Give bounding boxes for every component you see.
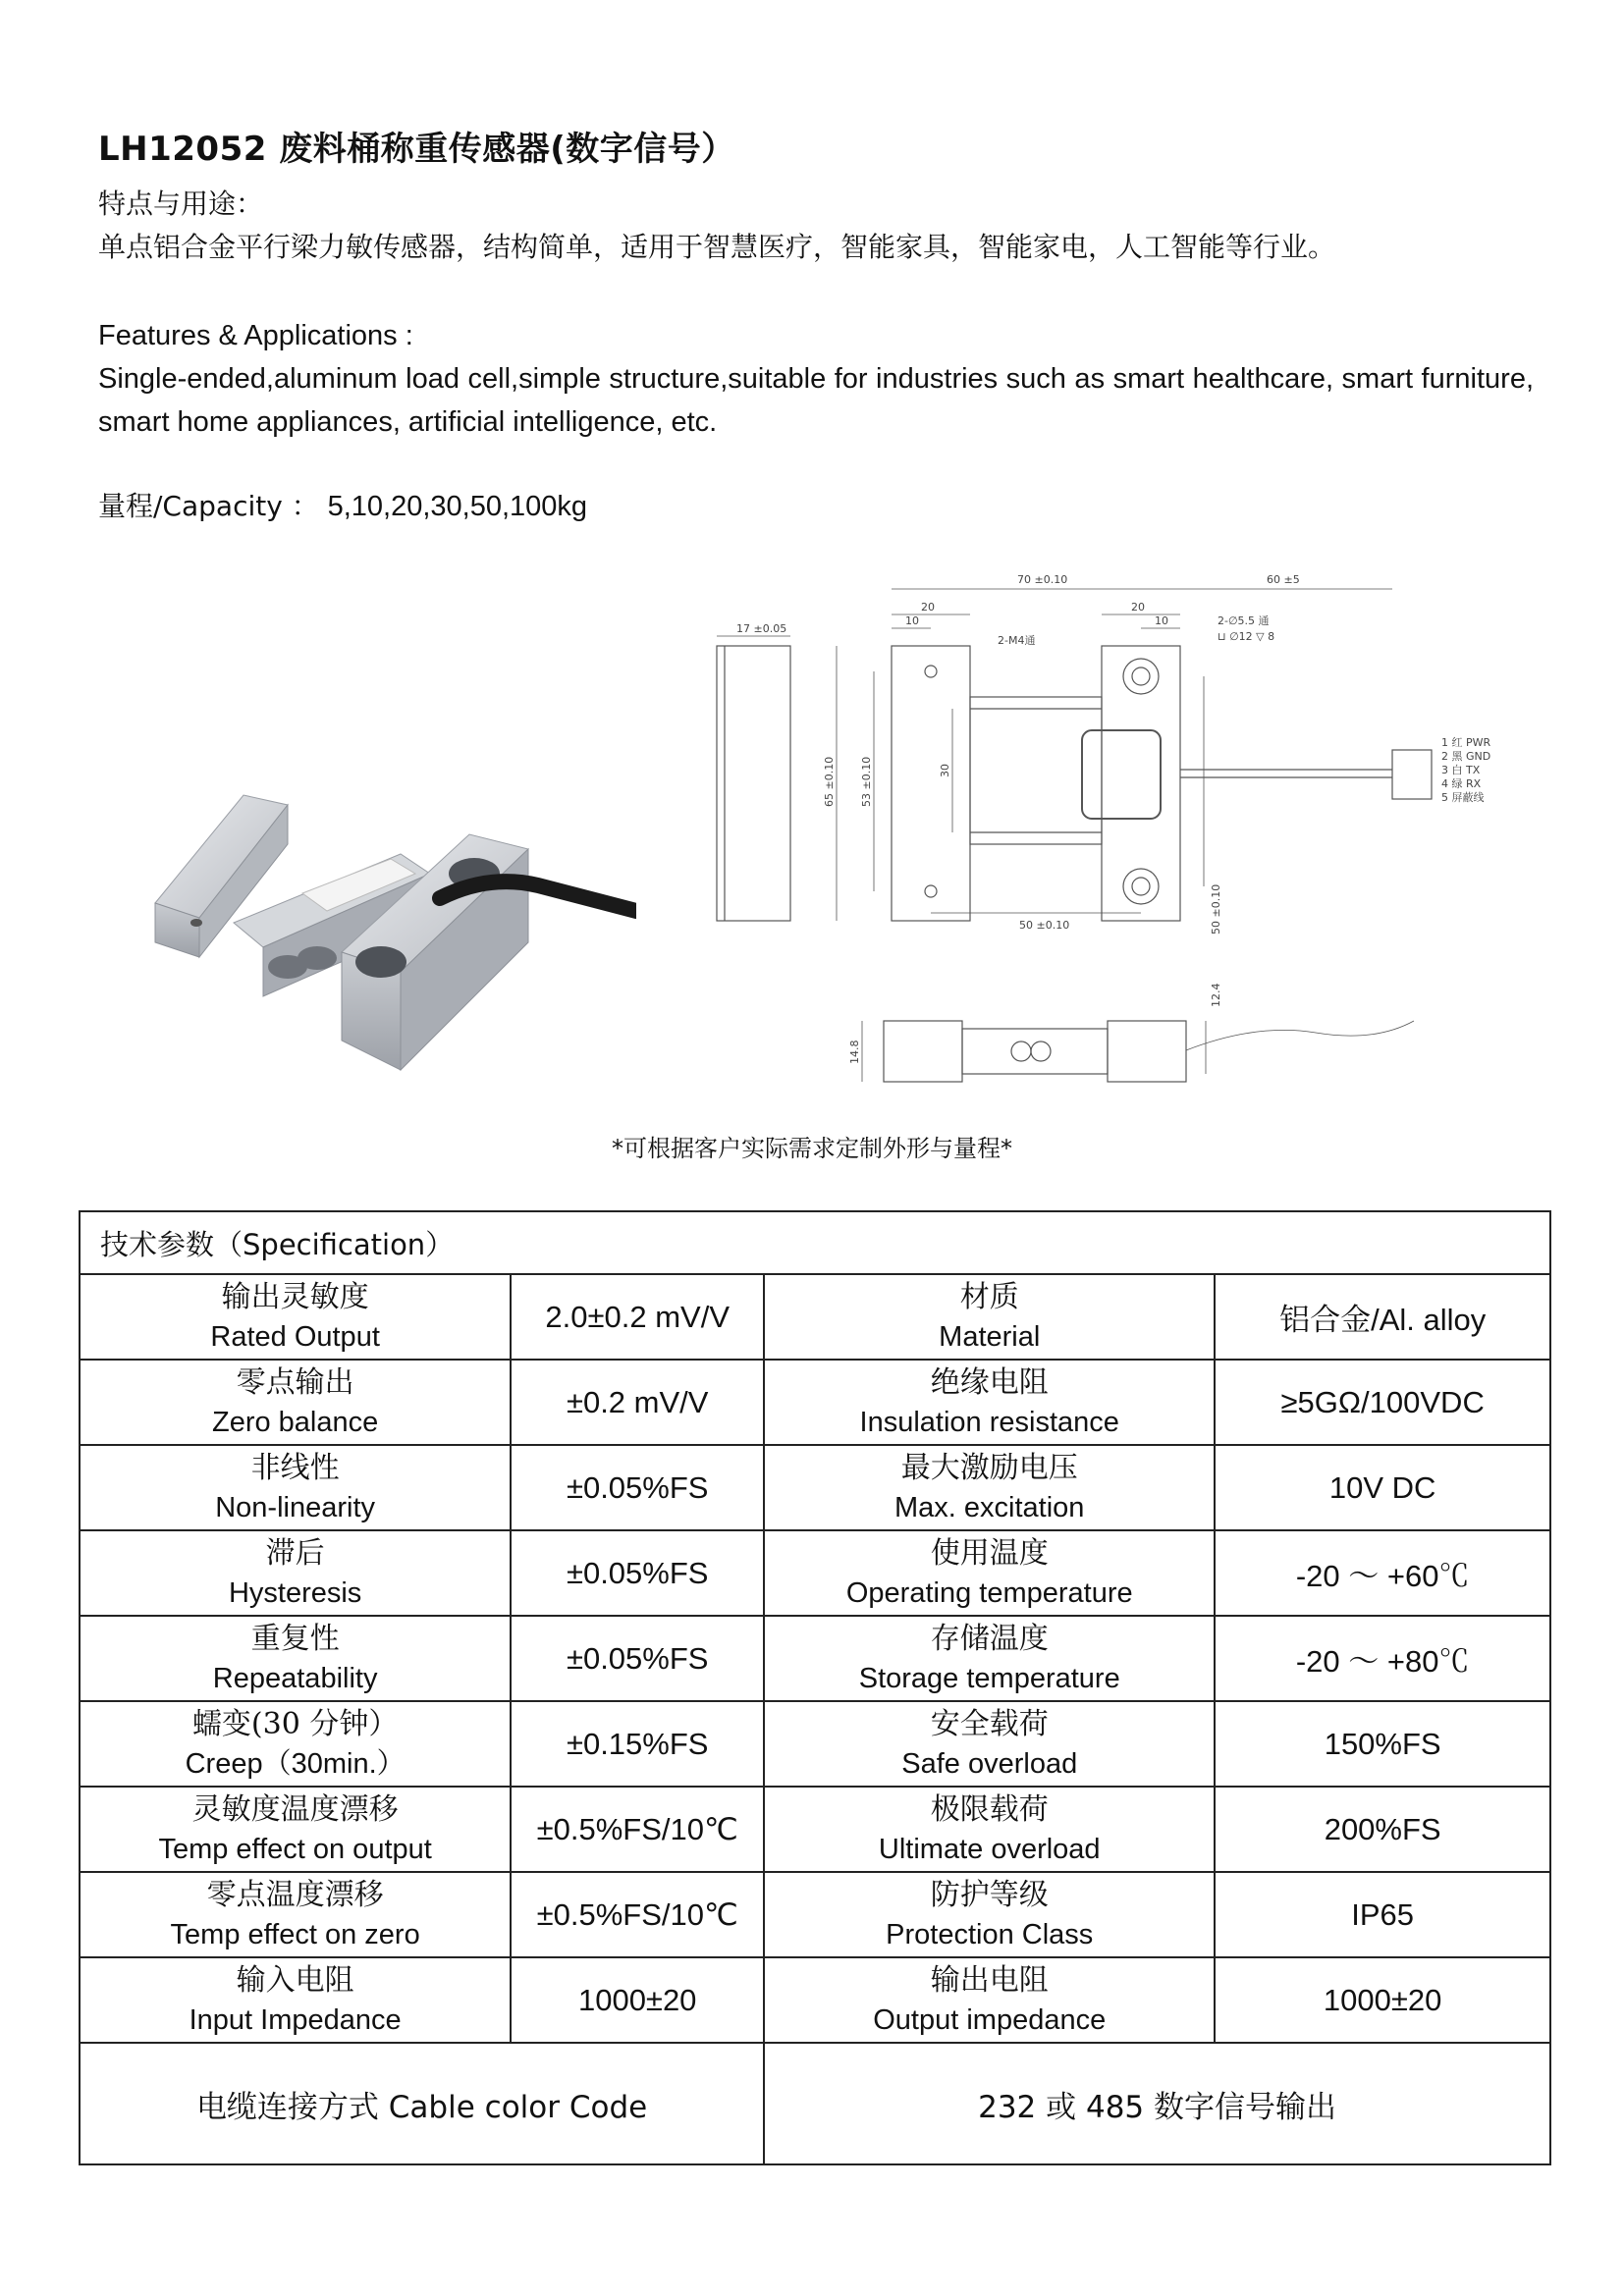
spec-row [80, 1616, 1550, 1701]
wire-5-label: 屏蔽线 [1451, 791, 1485, 804]
capacity-line [98, 485, 587, 528]
spec-right-label-zh: 输出电阻 [930, 1962, 1049, 1998]
spec-right-label-en: Insulation resistance [859, 1406, 1119, 1438]
wire-3-label: 白 TX [1451, 764, 1481, 776]
svg-text:53 ±0.10 [860, 757, 873, 807]
spec-left-label [80, 1445, 511, 1530]
svg-text:17 ±0.05 [736, 622, 786, 635]
spec-left-value: ±0.05%FS [511, 1445, 764, 1530]
cable-row [80, 2043, 1550, 2164]
tol-65: ±0.10 [823, 756, 836, 790]
spec-left-value: 2.0±0.2 mV/V [511, 1274, 764, 1360]
spec-body [80, 1274, 1550, 2043]
m4-label: 2-M4通 [998, 634, 1036, 647]
customization-note: *可根据客户实际需求定制外形与量程* [612, 1135, 1012, 1162]
dim-70: 70 [1017, 573, 1031, 586]
spec-left-label-en: Temp effect on zero [170, 1918, 420, 1950]
svg-text:1 红 PWR [1441, 736, 1491, 749]
wire-2-num: 2 [1441, 750, 1448, 763]
tol-50v: ±0.10 [1210, 883, 1222, 918]
spec-row [80, 1787, 1550, 1872]
spec-right-label-zh: 使用温度 [930, 1535, 1049, 1571]
wire-2-label: 黑 GND [1451, 750, 1491, 763]
spec-right-value: -20 ～ +80℃ [1215, 1616, 1550, 1701]
spec-left-label [80, 1274, 511, 1360]
spec-right-label-en: Storage temperature [858, 1662, 1120, 1694]
wire-4-label: 绿 RX [1451, 777, 1482, 790]
spec-left-label-zh: 零点输出 [236, 1364, 354, 1400]
spec-row [80, 1957, 1550, 2043]
spec-left-value: 1000±20 [511, 1957, 764, 2043]
product-photo [116, 775, 636, 1099]
spec-left-value: ±0.5%FS/10℃ [511, 1787, 764, 1872]
spec-left-label-en: Input Impedance [189, 2003, 402, 2036]
spec-right-label [764, 1787, 1215, 1872]
spec-row [80, 1274, 1550, 1360]
wire-4-num: 4 [1441, 777, 1448, 790]
spec-right-label-en: Material [939, 1320, 1041, 1353]
spec-right-label-zh: 绝缘电阻 [930, 1364, 1049, 1400]
spec-right-value: 1000±20 [1215, 1957, 1550, 2043]
spec-left-label-zh: 非线性 [250, 1450, 340, 1485]
spec-right-value: 10V DC [1215, 1445, 1550, 1530]
spec-right-label-en: Ultimate overload [878, 1833, 1101, 1865]
spec-left-value: ±0.15%FS [511, 1701, 764, 1787]
spec-right-label-zh: 存储温度 [930, 1621, 1049, 1656]
spec-left-label-en: Creep（30min.） [185, 1747, 406, 1780]
spec-left-label-en: Hysteresis [228, 1576, 362, 1609]
spec-left-value: ±0.2 mV/V [511, 1360, 764, 1445]
spec-right-value: -20 ～ +60℃ [1215, 1530, 1550, 1616]
svg-text:60 ±5 [1267, 573, 1300, 586]
spec-right-label-zh: 最大激励电压 [900, 1450, 1078, 1485]
spec-left-label-zh: 蠕变(30 分钟） [191, 1706, 399, 1741]
tol-70: ±0.10 [1034, 573, 1068, 586]
features-zh-text: 单点铝合金平行梁力敏传感器，结构简单，适用于智慧医疗，智能家具，智能家电，人工智能等行业。 [98, 231, 1336, 263]
page-title: LH12052 废料桶称重传感器(数字信号） [98, 130, 735, 169]
spec-right-label [764, 1274, 1215, 1360]
spec-row [80, 1445, 1550, 1530]
spec-right-value: 150%FS [1215, 1701, 1550, 1787]
svg-text:50 ±0.10 [1210, 884, 1222, 934]
hole-label-2: ⊔ ∅12 ▽ 8 [1218, 630, 1275, 643]
spec-left-label [80, 1957, 511, 2043]
spec-left-label [80, 1616, 511, 1701]
spec-right-label-en: Protection Class [886, 1918, 1094, 1950]
spec-left-label-zh: 输入电阻 [236, 1962, 354, 1998]
capacity-value: 5,10,20,30,50,100kg [327, 491, 588, 522]
spec-right-value: 铝合金/Al. alloy [1215, 1274, 1550, 1360]
dim-60: 60 [1267, 573, 1280, 586]
tol-50h: ±0.10 [1036, 919, 1070, 932]
tol-60: ±5 [1283, 573, 1300, 586]
spec-right-label [764, 1445, 1215, 1530]
spec-right-label [764, 1957, 1215, 2043]
spec-right-label [764, 1360, 1215, 1445]
spec-left-label-en: Repeatability [212, 1662, 378, 1694]
spec-right-label-en: Output impedance [873, 2003, 1107, 2036]
svg-text:65 ±0.10 [823, 757, 836, 807]
spec-left-value: ±0.05%FS [511, 1530, 764, 1616]
spec-left-label-zh: 重复性 [250, 1621, 340, 1656]
spec-row [80, 1701, 1550, 1787]
spec-right-label-en: Operating temperature [845, 1576, 1133, 1609]
spec-right-value: ≥5GΩ/100VDC [1215, 1360, 1550, 1445]
spec-right-label [764, 1872, 1215, 1957]
spec-left-label-zh: 滞后 [265, 1535, 325, 1571]
spec-right-label-en: Max. excitation [894, 1491, 1085, 1523]
dim-10b: 10 [1155, 614, 1168, 627]
svg-text:50 ±0.10 [1019, 919, 1069, 932]
spec-right-label-en: Safe overload [901, 1747, 1078, 1780]
spec-left-value: ±0.05%FS [511, 1616, 764, 1701]
svg-text:3 白 TX [1441, 764, 1481, 776]
spec-right-label [764, 1530, 1215, 1616]
dim-50v: 50 [1210, 921, 1222, 934]
spec-table [79, 1210, 1551, 2165]
technical-drawing [707, 561, 1561, 1111]
spec-left-label-zh: 零点温度漂移 [206, 1877, 384, 1912]
wire-5-num: 5 [1441, 791, 1448, 804]
capacity-label: 量程/Capacity ： [98, 490, 319, 522]
spec-left-label-en: Temp effect on output [158, 1833, 432, 1865]
spec-header-row [80, 1211, 1550, 1274]
spec-left-label-en: Non-linearity [215, 1491, 376, 1523]
svg-text:2 黑 GND [1441, 750, 1490, 763]
spec-row [80, 1360, 1550, 1445]
dim-17: 17 [736, 622, 750, 635]
wire-3-num: 3 [1441, 764, 1448, 776]
dim-65: 65 [823, 793, 836, 807]
spec-right-value: IP65 [1215, 1872, 1550, 1957]
spec-right-label-zh: 材质 [959, 1279, 1019, 1314]
spec-left-label [80, 1360, 511, 1445]
dim-20b: 20 [1131, 601, 1145, 614]
tol-17: ±0.05 [753, 622, 787, 635]
spec-right-label [764, 1616, 1215, 1701]
spec-left-value: ±0.5%FS/10℃ [511, 1872, 764, 1957]
svg-text:70 ±0.10 [1017, 573, 1067, 586]
dim-53: 53 [860, 793, 873, 807]
svg-text:4 绿 RX [1441, 777, 1482, 790]
spec-left-label-en: Zero balance [211, 1406, 379, 1438]
features-zh-heading: 特点与用途： [98, 187, 264, 220]
spec-left-label-zh: 输出灵敏度 [221, 1279, 369, 1314]
spec-right-label [764, 1701, 1215, 1787]
spec-left-label-en: Rated Output [210, 1320, 380, 1353]
hole-label-1: 2-∅5.5 通 [1218, 614, 1270, 627]
dim-20a: 20 [921, 601, 935, 614]
spec-left-label [80, 1872, 511, 1957]
tol-53: ±0.10 [860, 756, 873, 790]
spec-left-label [80, 1530, 511, 1616]
dim-148: 14.8 [848, 1040, 861, 1064]
cable-value: 232 或 485 数字信号输出 [764, 2043, 1550, 2164]
spec-left-label [80, 1787, 511, 1872]
features-en-heading: Features & Applications : [98, 320, 413, 351]
spec-right-value: 200%FS [1215, 1787, 1550, 1872]
spec-left-label [80, 1701, 511, 1787]
spec-right-label-zh: 防护等级 [930, 1877, 1049, 1912]
wire-1-label: 红 PWR [1451, 736, 1491, 749]
svg-text:5 屏蔽线 [1441, 790, 1485, 804]
spec-row [80, 1530, 1550, 1616]
wire-1-num: 1 [1441, 736, 1448, 749]
spec-right-label-zh: 安全载荷 [930, 1706, 1049, 1741]
features-en-text: Single-ended,aluminum load cell,simple structure,suitable for industries such as smart healthcare, smart furniture, smart home appliances, artificial intelligence, etc. [98, 363, 1534, 438]
spec-right-label-zh: 极限载荷 [930, 1791, 1049, 1827]
cable-label: 电缆连接方式 Cable color Code [80, 2043, 764, 2164]
dim-30: 30 [939, 764, 951, 777]
dim-10a: 10 [905, 614, 919, 627]
spec-left-label-zh: 灵敏度温度漂移 [191, 1791, 399, 1827]
spec-header: 技术参数（Specification） [80, 1211, 1550, 1274]
spec-row [80, 1872, 1550, 1957]
dim-50h: 50 [1019, 919, 1033, 932]
dim-124: 12.4 [1210, 983, 1222, 1007]
